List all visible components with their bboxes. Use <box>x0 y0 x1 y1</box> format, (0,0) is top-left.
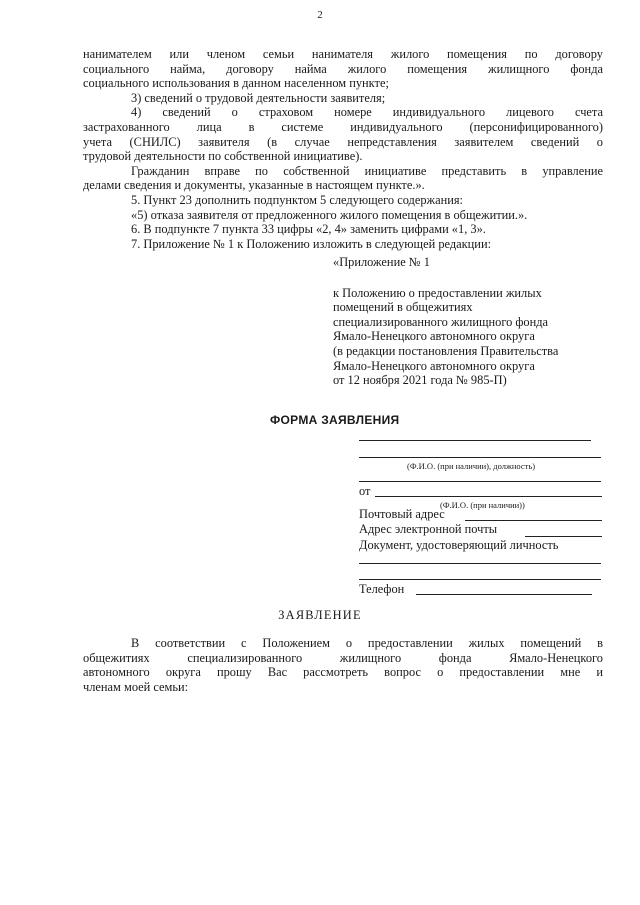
from-label: от <box>359 484 371 498</box>
text-line: 7. Приложение № 1 к Положению изложить в следующей редакции: <box>131 236 492 251</box>
appendix-description <box>333 286 613 388</box>
text-line: социального использования в данном населенном пункте; <box>83 76 389 91</box>
text-line: делами сведения и документы, указанные в настоящем пункте.». <box>83 178 425 193</box>
text-line: социального найма, договору найма жилого помещения жилищного фонда <box>83 61 603 76</box>
id-document-label: Документ, удостоверяющий личность <box>359 538 559 552</box>
text-line: 4) сведений о страховом номере индивидуального лицевого счета <box>131 105 603 120</box>
text-line: трудовой деятельности по собственной инициативе). <box>83 149 363 164</box>
text-line: учета (СНИЛС) заявителя (в случае непредставления заявителем сведений о <box>83 134 603 149</box>
text-line: 3) сведений о трудовой деятельности заявителя; <box>131 90 386 105</box>
text-line: нанимателем или членом семьи нанимателя жилого помещения по договору <box>83 47 603 61</box>
fio-position-caption: (Ф.И.О. (при наличии), должность) <box>407 461 536 471</box>
id-document-line-1[interactable] <box>359 563 601 564</box>
text-line: застрахованного лица в системе индивидуального (персонифицированного) <box>83 119 603 134</box>
email-line[interactable] <box>525 536 602 537</box>
appendix-line: к Положению о предоставлении жилых <box>333 285 542 300</box>
body-text <box>83 47 603 251</box>
addressee-line-2 <box>359 457 601 458</box>
text-line: членам моей семьи: <box>83 679 189 694</box>
fio-caption: (Ф.И.О. (при наличии)) <box>440 500 525 510</box>
phone-line[interactable] <box>416 594 592 595</box>
postal-address-label: Почтовый адрес <box>359 507 445 521</box>
text-line: 6. В подпункте 7 пункта 33 цифры «2, 4» заменить цифрами «1, 3». <box>131 222 486 237</box>
text-line: общежитиях специализированного жилищного фонда Ямало-Ненецкого <box>83 650 603 665</box>
statement-title: ЗАЯВЛЕНИЕ <box>278 608 362 622</box>
postal-address-line[interactable] <box>465 520 602 521</box>
appendix-title: «Приложение № 1 <box>333 255 430 269</box>
appendix-line: от 12 ноября 2021 года № 985-П) <box>333 373 507 388</box>
form-title: ФОРМА ЗАЯВЛЕНИЯ <box>270 413 400 427</box>
text-line: В соответствии с Положением о предоставлении жилых помещений в <box>131 636 603 650</box>
appendix-line: Ямало-Ненецкого автономного округа <box>333 329 535 344</box>
id-document-line-2[interactable] <box>359 579 601 580</box>
phone-label: Телефон <box>359 582 405 596</box>
statement-text <box>83 636 603 694</box>
appendix-line: специализированного жилищного фонда <box>333 314 549 329</box>
email-label: Адрес электронной почты <box>359 522 498 536</box>
from-fio-line <box>375 496 602 497</box>
addressee-line-1 <box>359 440 591 441</box>
text-line: Гражданин вправе по собственной инициативе представить в управление <box>131 163 603 178</box>
addressee-line-3 <box>359 481 601 482</box>
text-line: 5. Пункт 23 дополнить подпунктом 5 следующего содержания: <box>131 192 464 207</box>
appendix-line: помещений в общежитиях <box>333 300 473 315</box>
appendix-header <box>333 255 613 388</box>
page-number: 2 <box>317 9 323 21</box>
appendix-line: Ямало-Ненецкого автономного округа <box>333 358 535 373</box>
text-line: автономного округа прошу Вас рассмотреть вопрос о предоставлении мне и <box>83 665 603 680</box>
appendix-line: (в редакции постановления Правительства <box>333 343 559 358</box>
text-line: «5) отказа заявителя от предложенного жилого помещения в общежитии.». <box>131 207 528 222</box>
